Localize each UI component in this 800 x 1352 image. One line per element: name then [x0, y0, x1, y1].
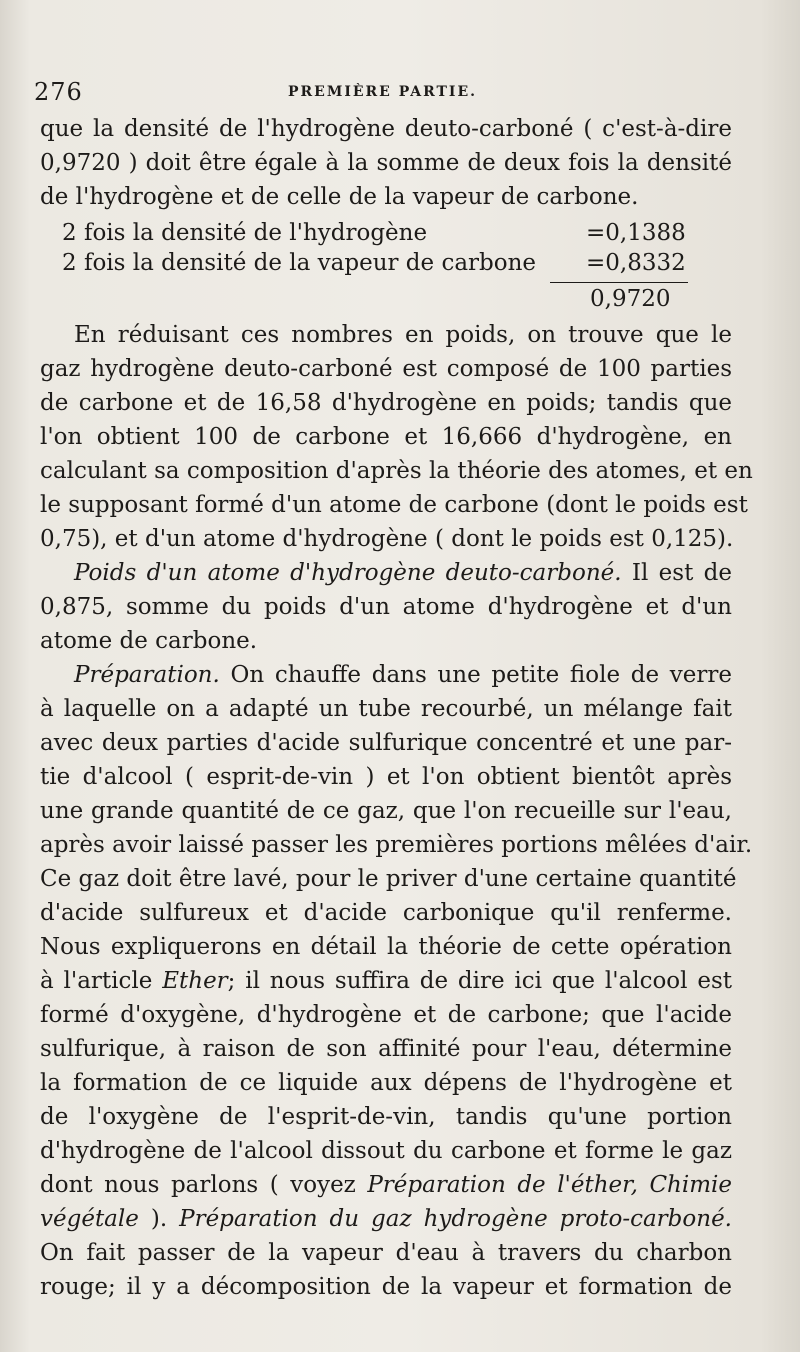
text-line: gaz hydrogène deuto-carboné est composé de 100 parties [40, 356, 732, 382]
text-line: avec deux parties d'acide sulfurique concentré et une par- [40, 730, 732, 756]
text-line: que la densité de l'hydrogène deuto-carboné ( c'est-à-dire [40, 116, 732, 142]
text-run: ). [138, 1206, 180, 1232]
text-line: En réduisant ces nombres en poids, on trouve que le [74, 322, 732, 348]
text-line: de l'oxygène de l'esprit-de-vin, tandis qu'une portion [40, 1104, 732, 1130]
text-line: rouge; il y a décomposition de la vapeur et formation de [40, 1274, 732, 1300]
text-line: Nous expliquerons en détail la théorie de cette opération [40, 934, 732, 960]
text-line: 0,75), et d'un atome d'hydrogène ( dont le poids est 0,125). [40, 526, 734, 552]
text-run: dont nous parlons ( voyez [40, 1172, 368, 1198]
calc-total: 0,9720 [590, 286, 671, 312]
text-line: le supposant formé d'un atome de carbone (dont le poids est [40, 492, 748, 518]
text-line: sulfurique, à raison de son affinité pour l'eau, détermine [40, 1036, 732, 1062]
italic-heading: Poids d'un atome d'hydrogène deuto-carboné. [74, 560, 622, 586]
text-run: à l'article [40, 968, 163, 994]
text-line: atome de carbone. [40, 628, 258, 654]
text-line: une grande quantité de ce gaz, que l'on recueille sur l'eau, [40, 798, 732, 824]
density-calculation [40, 216, 732, 316]
calc-label: 2 fois la densité de la vapeur de carbone [62, 250, 537, 276]
text-line: 0,875, somme du poids d'un atome d'hydrogène et d'un [40, 594, 732, 620]
italic-heading: Préparation du gaz hydrogène proto-carboné. [179, 1206, 732, 1232]
text-line: formé d'oxygène, d'hydrogène et de carbone; que l'acide [40, 1002, 732, 1028]
text-line: d'acide sulfureux et d'acide carbonique qu'il renferme. [40, 900, 732, 926]
text-line: 0,9720 ) doit être égale à la somme de deux fois la densité [40, 150, 732, 176]
body-text [40, 112, 753, 1304]
text-run: ; il nous suffira de dire ici que l'alcool est [227, 968, 733, 994]
text-line [40, 556, 732, 590]
text-line [40, 964, 732, 998]
text-line [40, 1202, 732, 1236]
text-line: l'on obtient 100 de carbone et 16,666 d'hydrogène, en [40, 424, 732, 450]
text-line [40, 658, 732, 692]
text-line: de carbone et de 16,58 d'hydrogène en poids; tandis que [40, 390, 732, 416]
text-line: la formation de ce liquide aux dépens de l'hydrogène et [40, 1070, 732, 1096]
text-line: tie d'alcool ( esprit-de-vin ) et l'on obtient bientôt après [40, 764, 732, 790]
text-line: après avoir laissé passer les premières portions mêlées d'air. [40, 832, 753, 858]
text-line: Ce gaz doit être lavé, pour le priver d'une certaine quantité [40, 866, 737, 892]
running-head [34, 78, 734, 106]
text-line: de l'hydrogène et de celle de la vapeur de carbone. [40, 184, 639, 210]
text-line [40, 1168, 732, 1202]
italic-term: Ether [162, 968, 228, 994]
running-title: PREMIÈRE PARTIE. [288, 84, 478, 100]
text-run: On chauffe dans une petite fiole de verre [219, 662, 732, 688]
text-line: On fait passer de la vapeur d'eau à travers du charbon [40, 1240, 732, 1266]
text-line: d'hydrogène de l'alcool dissout du carbone et forme le gaz [40, 1138, 732, 1164]
calc-value: =0,1388 [586, 220, 686, 246]
italic-reference: Préparation de l'éther, Chimie [367, 1172, 733, 1198]
calc-label: 2 fois la densité de l'hydrogène [62, 220, 428, 246]
calc-value: =0,8332 [586, 250, 686, 276]
text-run: Il est de [621, 560, 732, 586]
text-line: calculant sa composition d'après la théorie des atomes, et en [40, 458, 753, 484]
text-line: à laquelle on a adapté un tube recourbé, un mélange fait [40, 696, 732, 722]
italic-reference: végétale [40, 1206, 139, 1232]
calc-row [62, 246, 732, 278]
calc-row [62, 216, 732, 248]
page-number: 276 [34, 78, 83, 106]
italic-heading: Préparation. [74, 662, 220, 688]
